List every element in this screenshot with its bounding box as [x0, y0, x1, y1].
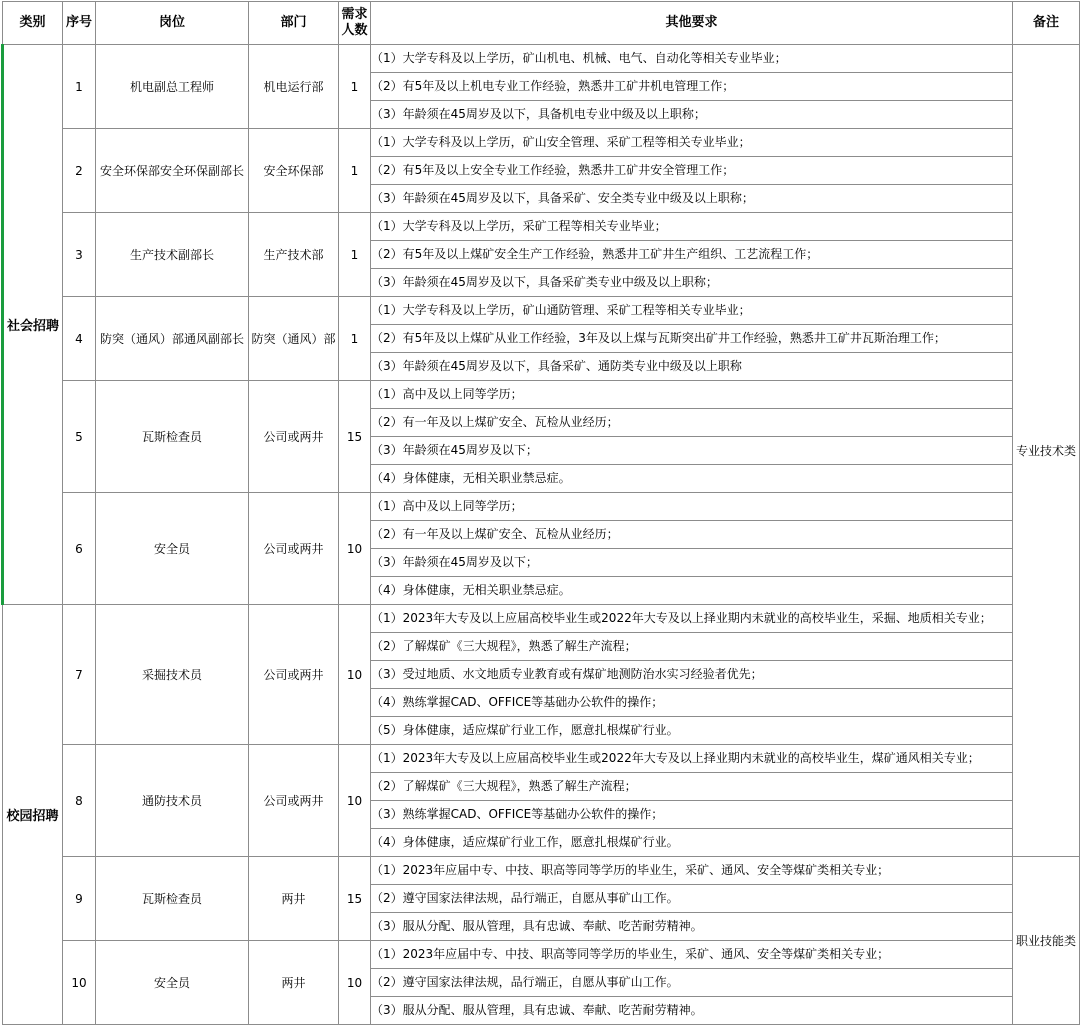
requirement-item: （3）服从分配、服从管理，具有忠诚、奉献、吃苦耐劳精神。: [371, 997, 1013, 1025]
department: 防突（通风）部: [249, 297, 339, 381]
requirement-item: （3）熟练掌握CAD、OFFICE等基础办公软件的操作；: [371, 801, 1013, 829]
requirement-item: （2）有5年及以上机电专业工作经验，熟悉井工矿井机电管理工作；: [371, 73, 1013, 101]
department: 两井: [249, 941, 339, 1025]
table-row: [3, 213, 1080, 241]
requirement-item: （4）身体健康，适应煤矿行业工作，愿意扎根煤矿行业。: [371, 829, 1013, 857]
row-number: 6: [63, 493, 96, 605]
row-number: 7: [63, 605, 96, 745]
requirement-item: （1）2023年大专及以上应届高校毕业生或2022年大专及以上择业期内未就业的高校毕业生，煤矿通风相关专业；: [371, 745, 1013, 773]
table-row: [3, 745, 1080, 773]
post-name: 安全环保部安全环保副部长: [96, 129, 249, 213]
post-name: 通防技术员: [96, 745, 249, 857]
headcount: 10: [339, 605, 371, 745]
requirement-item: （2）了解煤矿《三大规程》，熟悉了解生产流程；: [371, 633, 1013, 661]
requirement-item: （2）有一年及以上煤矿安全、瓦检从业经历；: [371, 409, 1013, 437]
row-number: 10: [63, 941, 96, 1025]
requirement-item: （1）高中及以上同等学历；: [371, 493, 1013, 521]
requirement-item: （2）了解煤矿《三大规程》，熟悉了解生产流程；: [371, 773, 1013, 801]
header-requirements: 其他要求: [371, 2, 1013, 45]
row-number: 5: [63, 381, 96, 493]
requirement-item: （1）大学专科及以上学历，矿山通防管理、采矿工程等相关专业毕业；: [371, 297, 1013, 325]
header-department: 部门: [249, 2, 339, 45]
headcount: 15: [339, 857, 371, 941]
header-category: 类别: [3, 2, 63, 45]
requirement-item: （3）受过地质、水文地质专业教育或有煤矿地测防治水实习经验者优先；: [371, 661, 1013, 689]
header-row: [3, 2, 1080, 45]
table-row: [3, 605, 1080, 633]
requirement-item: （1）高中及以上同等学历；: [371, 381, 1013, 409]
requirement-item: （2）遵守国家法律法规，品行端正，自愿从事矿山工作。: [371, 885, 1013, 913]
headcount: 1: [339, 45, 371, 129]
requirement-item: （3）服从分配、服从管理，具有忠诚、奉献、吃苦耐劳精神。: [371, 913, 1013, 941]
post-name: 采掘技术员: [96, 605, 249, 745]
row-number: 3: [63, 213, 96, 297]
post-name: 安全员: [96, 493, 249, 605]
department: 两井: [249, 857, 339, 941]
requirement-item: （4）熟练掌握CAD、OFFICE等基础办公软件的操作；: [371, 689, 1013, 717]
row-number: 8: [63, 745, 96, 857]
headcount: 1: [339, 129, 371, 213]
requirement-item: （2）有5年及以上煤矿安全生产工作经验，熟悉井工矿井生产组织、工艺流程工作；: [371, 241, 1013, 269]
requirement-item: （1）大学专科及以上学历，矿山安全管理、采矿工程等相关专业毕业；: [371, 129, 1013, 157]
requirement-item: （2）遵守国家法律法规，品行端正，自愿从事矿山工作。: [371, 969, 1013, 997]
table-row: [3, 493, 1080, 521]
table-row: [3, 297, 1080, 325]
requirement-item: （4）身体健康，无相关职业禁忌症。: [371, 465, 1013, 493]
headcount: 1: [339, 213, 371, 297]
post-name: 瓦斯检查员: [96, 381, 249, 493]
post-name: 生产技术副部长: [96, 213, 249, 297]
requirement-item: （3）年龄须在45周岁及以下，具备采矿、通防类专业中级及以上职称: [371, 353, 1013, 381]
category-cell: 校园招聘: [3, 605, 63, 1025]
row-number: 9: [63, 857, 96, 941]
requirement-item: （1）2023年大专及以上应届高校毕业生或2022年大专及以上择业期内未就业的高校毕业生，采掘、地质相关专业；: [371, 605, 1013, 633]
headcount: 10: [339, 493, 371, 605]
notes-cell: 专业技术类: [1013, 45, 1080, 857]
requirement-item: （2）有5年及以上煤矿从业工作经验，3年及以上煤与瓦斯突出矿井工作经验，熟悉井工矿井瓦斯治理工作；: [371, 325, 1013, 353]
headcount: 10: [339, 745, 371, 857]
department: 公司或两井: [249, 745, 339, 857]
headcount: 10: [339, 941, 371, 1025]
row-number: 2: [63, 129, 96, 213]
header-notes: 备注: [1013, 2, 1080, 45]
recruitment-table: [1, 1, 1080, 1025]
table-row: [3, 857, 1080, 885]
requirement-item: （3）年龄须在45周岁及以下；: [371, 549, 1013, 577]
post-name: 防突（通风）部通风副部长: [96, 297, 249, 381]
requirement-item: （3）年龄须在45周岁及以下，具备采矿、安全类专业中级及以上职称；: [371, 185, 1013, 213]
requirement-item: （3）年龄须在45周岁及以下；: [371, 437, 1013, 465]
row-number: 4: [63, 297, 96, 381]
requirement-item: （5）身体健康，适应煤矿行业工作，愿意扎根煤矿行业。: [371, 717, 1013, 745]
requirement-item: （4）身体健康，无相关职业禁忌症。: [371, 577, 1013, 605]
requirement-item: （1）大学专科及以上学历，矿山机电、机械、电气、自动化等相关专业毕业；: [371, 45, 1013, 73]
requirement-item: （2）有一年及以上煤矿安全、瓦检从业经历；: [371, 521, 1013, 549]
header-number: 序号: [63, 2, 96, 45]
notes-cell: 职业技能类: [1013, 857, 1080, 1025]
requirement-item: （2）有5年及以上安全专业工作经验，熟悉井工矿井安全管理工作；: [371, 157, 1013, 185]
table-row: [3, 381, 1080, 409]
post-name: 瓦斯检查员: [96, 857, 249, 941]
category-cell: 社会招聘: [3, 45, 63, 605]
department: 机电运行部: [249, 45, 339, 129]
header-post: 岗位: [96, 2, 249, 45]
requirement-item: （1）大学专科及以上学历，采矿工程等相关专业毕业；: [371, 213, 1013, 241]
table-row: [3, 941, 1080, 969]
post-name: 机电副总工程师: [96, 45, 249, 129]
requirement-item: （1）2023年应届中专、中技、职高等同等学历的毕业生，采矿、通风、安全等煤矿类相关专业；: [371, 941, 1013, 969]
department: 公司或两井: [249, 381, 339, 493]
header-headcount: 需求人数: [339, 2, 371, 45]
department: 生产技术部: [249, 213, 339, 297]
row-number: 1: [63, 45, 96, 129]
post-name: 安全员: [96, 941, 249, 1025]
requirement-item: （1）2023年应届中专、中技、职高等同等学历的毕业生，采矿、通风、安全等煤矿类相关专业；: [371, 857, 1013, 885]
requirement-item: （3）年龄须在45周岁及以下，具备机电专业中级及以上职称；: [371, 101, 1013, 129]
table-row: [3, 45, 1080, 73]
department: 公司或两井: [249, 493, 339, 605]
requirement-item: （3）年龄须在45周岁及以下，具备采矿类专业中级及以上职称；: [371, 269, 1013, 297]
department: 公司或两井: [249, 605, 339, 745]
headcount: 15: [339, 381, 371, 493]
headcount: 1: [339, 297, 371, 381]
table-row: [3, 129, 1080, 157]
department: 安全环保部: [249, 129, 339, 213]
